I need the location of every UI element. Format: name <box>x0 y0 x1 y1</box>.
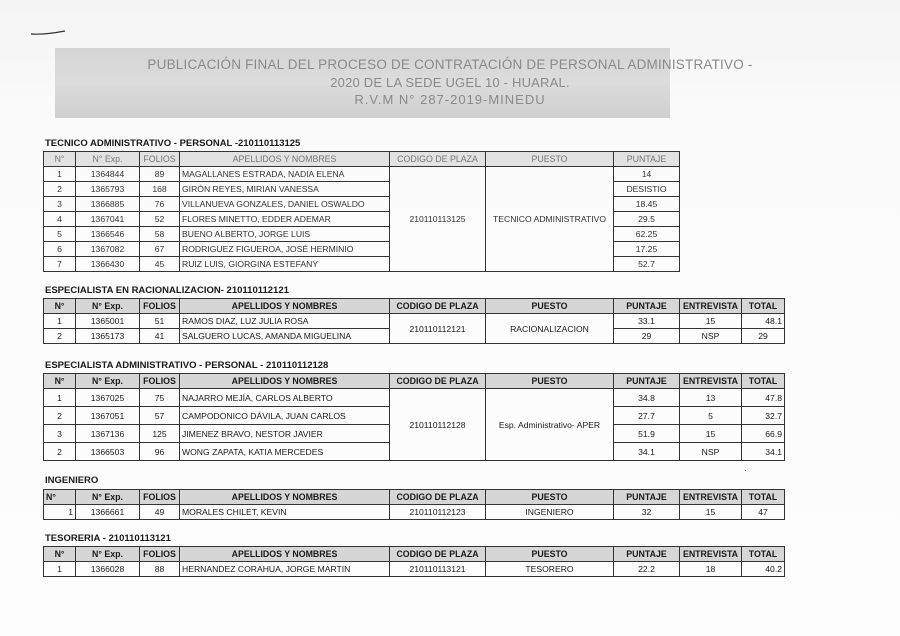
cell-total: 34.1 <box>742 443 785 461</box>
col-header-n: N° <box>44 374 76 389</box>
cell-entrevista: 15 <box>680 314 742 329</box>
col-header-exp: N° Exp. <box>76 299 140 314</box>
cell-total: 48.1 <box>742 314 785 329</box>
col-header-folios: FOLIOS <box>140 152 180 167</box>
section-title-tecnico: TECNICO ADMINISTRATIVO - PERSONAL -210110113125 <box>45 138 301 149</box>
cell-nombre: GIRÓN REYES, MIRIAN VANESSA <box>180 182 390 197</box>
cell-exp: 1364844 <box>76 167 140 182</box>
col-header-nombres: APELLIDOS Y NOMBRES <box>180 299 390 314</box>
cell-nombre: BUENO ALBERTO, JORGE LUIS <box>180 227 390 242</box>
cell-puntaje: 18.45 <box>614 197 680 212</box>
cell-puntaje: 51.9 <box>614 425 680 443</box>
cell-total: 47 <box>742 505 785 520</box>
cell-nombre: JIMENEZ BRAVO, NESTOR JAVIER <box>180 425 390 443</box>
cell-total: 32.7 <box>742 407 785 425</box>
col-header-puntaje: PUNTAJE <box>614 374 680 389</box>
cell-entrevista: 15 <box>680 505 742 520</box>
cell-nombre: CAMPODONICO DÁVILA, JUAN CARLOS <box>180 407 390 425</box>
table-header-row <box>44 374 785 389</box>
cell-folios: 51 <box>140 314 180 329</box>
cell-codigo-plaza: 210110113121 <box>390 562 486 577</box>
cell-total: 29 <box>742 329 785 344</box>
cell-exp: 1365793 <box>76 182 140 197</box>
cell-puntaje: 29.5 <box>614 212 680 227</box>
col-header-n: N° <box>44 490 76 505</box>
col-header-folios: FOLIOS <box>140 299 180 314</box>
cell-n: 2 <box>44 182 76 197</box>
cell-total: 40.2 <box>742 562 785 577</box>
col-header-folios: FOLIOS <box>140 547 180 562</box>
section-title-especialista-administrativo: ESPECIALISTA ADMINISTRATIVO - PERSONAL - 210110112128 <box>45 360 329 371</box>
cell-nombre: HERNANDEZ CORAHUA, JORGE MARTIN <box>180 562 390 577</box>
cell-exp: 1366503 <box>76 443 140 461</box>
cell-puntaje: 62.25 <box>614 227 680 242</box>
cell-n: 5 <box>44 227 76 242</box>
header-title-line1: PUBLICACIÓN FINAL DEL PROCESO DE CONTRATACIÓN DE PERSONAL ADMINISTRATIVO - <box>147 57 753 72</box>
cell-entrevista: 5 <box>680 407 742 425</box>
col-header-puesto: PUESTO <box>486 299 614 314</box>
cell-codigo-plaza: 210110112128 <box>390 389 486 461</box>
cell-puntaje: 14 <box>614 167 680 182</box>
cell-folios: 168 <box>140 182 180 197</box>
col-header-puesto: PUESTO <box>486 374 614 389</box>
table-row <box>44 505 785 520</box>
cell-codigo-plaza: 210110113125 <box>390 167 486 272</box>
col-header-exp: N° Exp. <box>76 374 140 389</box>
table-header-row <box>44 490 785 505</box>
cell-total: 47.8 <box>742 389 785 407</box>
cell-puesto: Esp. Administrativo- APER <box>486 389 614 461</box>
cell-n: 1 <box>44 505 76 520</box>
cell-puntaje: 34.1 <box>614 443 680 461</box>
cell-folios: 52 <box>140 212 180 227</box>
stray-mark: · <box>744 465 747 475</box>
col-header-puntaje: PUNTAJE <box>614 152 680 167</box>
cell-folios: 49 <box>140 505 180 520</box>
col-header-nombres: APELLIDOS Y NOMBRES <box>180 374 390 389</box>
cell-n: 1 <box>44 562 76 577</box>
cell-entrevista: NSP <box>680 443 742 461</box>
cell-entrevista: 13 <box>680 389 742 407</box>
col-header-entrevista: ENTREVISTA <box>680 374 742 389</box>
cell-nombre: RODRIGUEZ FIGUEROA, JOSÉ HERMINIO <box>180 242 390 257</box>
header-title-line2: 2020 DE LA SEDE UGEL 10 - HUARAL. <box>330 75 570 90</box>
cell-puesto: INGENIERO <box>486 505 614 520</box>
cell-exp: 1366430 <box>76 257 140 272</box>
table-tecnico-administrativo <box>43 151 680 272</box>
cell-puesto: TESORERO <box>486 562 614 577</box>
cell-n: 6 <box>44 242 76 257</box>
col-header-nombres: APELLIDOS Y NOMBRES <box>180 547 390 562</box>
col-header-total: TOTAL <box>742 547 785 562</box>
table-header-row <box>44 299 785 314</box>
table-header-row <box>44 152 680 167</box>
cell-puntaje: 17.25 <box>614 242 680 257</box>
cell-folios: 125 <box>140 425 180 443</box>
cell-folios: 41 <box>140 329 180 344</box>
cell-n: 4 <box>44 212 76 227</box>
col-header-exp: N° Exp. <box>76 152 140 167</box>
cell-total: 66.9 <box>742 425 785 443</box>
col-header-total: TOTAL <box>742 374 785 389</box>
cell-puntaje: 29 <box>614 329 680 344</box>
cell-exp: 1366028 <box>76 562 140 577</box>
section-title-tesoreria: TESORERIA - 210110113121 <box>45 533 171 544</box>
table-row <box>44 167 680 182</box>
col-header-folios: FOLIOS <box>140 374 180 389</box>
cell-nombre: VILLANUEVA GONZALES, DANIEL OSWALDO <box>180 197 390 212</box>
col-header-codigo: CODIGO DE PLAZA <box>390 490 486 505</box>
cell-folios: 57 <box>140 407 180 425</box>
cell-n: 1 <box>44 389 76 407</box>
cell-entrevista: 15 <box>680 425 742 443</box>
col-header-codigo: CODIGO DE PLAZA <box>390 299 486 314</box>
header-title-line3: R.V.M N° 287-2019-MINEDU <box>354 92 546 107</box>
cell-n: 2 <box>44 329 76 344</box>
cell-exp: 1366661 <box>76 505 140 520</box>
col-header-puntaje: PUNTAJE <box>614 490 680 505</box>
cell-folios: 88 <box>140 562 180 577</box>
cell-nombre: SALGUERO LUCAS, AMANDA MIGUELINA <box>180 329 390 344</box>
cell-entrevista: 18 <box>680 562 742 577</box>
cell-puntaje: 22.2 <box>614 562 680 577</box>
col-header-codigo: CODIGO DE PLAZA <box>390 374 486 389</box>
cell-puntaje: DESISTIO <box>614 182 680 197</box>
col-header-total: TOTAL <box>742 299 785 314</box>
section-title-racionalizacion: ESPECIALISTA EN RACIONALIZACION- 210110112121 <box>45 285 289 296</box>
cell-exp: 1366885 <box>76 197 140 212</box>
cell-nombre: RAMOS DIAZ, LUZ JULIA ROSA <box>180 314 390 329</box>
col-header-entrevista: ENTREVISTA <box>680 490 742 505</box>
cell-folios: 58 <box>140 227 180 242</box>
cell-n: 1 <box>44 167 76 182</box>
pen-stroke-mark <box>30 30 66 36</box>
table-racionalizacion <box>43 298 785 344</box>
cell-exp: 1366546 <box>76 227 140 242</box>
cell-nombre: NAJARRO MEJÍA, CARLOS ALBERTO <box>180 389 390 407</box>
cell-exp: 1367082 <box>76 242 140 257</box>
cell-exp: 1367136 <box>76 425 140 443</box>
col-header-nombres: APELLIDOS Y NOMBRES <box>180 490 390 505</box>
cell-puntaje: 27.7 <box>614 407 680 425</box>
col-header-exp: N° Exp. <box>76 490 140 505</box>
table-tesoreria <box>43 546 785 577</box>
cell-folios: 45 <box>140 257 180 272</box>
cell-nombre: RUIZ LUIS, GIORGINA ESTEFANY <box>180 257 390 272</box>
cell-nombre: FLORES MINETTO, EDDER ADEMAR <box>180 212 390 227</box>
cell-puesto: TECNICO ADMINISTRATIVO <box>486 167 614 272</box>
cell-n: 1 <box>44 314 76 329</box>
cell-n: 2 <box>44 407 76 425</box>
table-row <box>44 314 785 329</box>
table-ingeniero <box>43 489 785 520</box>
cell-exp: 1365173 <box>76 329 140 344</box>
col-header-puntaje: PUNTAJE <box>614 299 680 314</box>
table-especialista-administrativo <box>43 373 785 461</box>
cell-puesto: RACIONALIZACION <box>486 314 614 344</box>
col-header-n: N° <box>44 152 76 167</box>
cell-puntaje: 32 <box>614 505 680 520</box>
cell-codigo-plaza: 210110112123 <box>390 505 486 520</box>
cell-folios: 67 <box>140 242 180 257</box>
col-header-nombres: APELLIDOS Y NOMBRES <box>180 152 390 167</box>
table-row <box>44 389 785 407</box>
col-header-entrevista: ENTREVISTA <box>680 299 742 314</box>
cell-folios: 75 <box>140 389 180 407</box>
col-header-n: N° <box>44 547 76 562</box>
cell-folios: 76 <box>140 197 180 212</box>
col-header-entrevista: ENTREVISTA <box>680 547 742 562</box>
cell-n: 3 <box>44 425 76 443</box>
cell-exp: 1367041 <box>76 212 140 227</box>
col-header-puntaje: PUNTAJE <box>614 547 680 562</box>
col-header-puesto: PUESTO <box>486 490 614 505</box>
cell-folios: 89 <box>140 167 180 182</box>
cell-folios: 96 <box>140 443 180 461</box>
table-row <box>44 562 785 577</box>
col-header-n: N° <box>44 299 76 314</box>
col-header-codigo: CODIGO DE PLAZA <box>390 547 486 562</box>
cell-exp: 1367051 <box>76 407 140 425</box>
cell-n: 7 <box>44 257 76 272</box>
cell-puntaje: 34.8 <box>614 389 680 407</box>
col-header-puesto: PUESTO <box>486 547 614 562</box>
cell-entrevista: NSP <box>680 329 742 344</box>
cell-n: 2 <box>44 443 76 461</box>
col-header-codigo: CODIGO DE PLAZA <box>390 152 486 167</box>
cell-nombre: MAGALLANES ESTRADA, NADIA ELENA <box>180 167 390 182</box>
cell-codigo-plaza: 210110112121 <box>390 314 486 344</box>
col-header-total: TOTAL <box>742 490 785 505</box>
cell-n: 3 <box>44 197 76 212</box>
cell-puntaje: 33.1 <box>614 314 680 329</box>
section-title-ingeniero: INGENIERO <box>45 475 99 486</box>
cell-nombre: WONG ZAPATA, KATIA MERCEDES <box>180 443 390 461</box>
col-header-puesto: PUESTO <box>486 152 614 167</box>
cell-exp: 1365001 <box>76 314 140 329</box>
cell-exp: 1367025 <box>76 389 140 407</box>
cell-puntaje: 52.7 <box>614 257 680 272</box>
col-header-folios: FOLIOS <box>140 490 180 505</box>
cell-nombre: MORALES CHILET, KEVIN <box>180 505 390 520</box>
table-header-row <box>44 547 785 562</box>
col-header-exp: N° Exp. <box>76 547 140 562</box>
